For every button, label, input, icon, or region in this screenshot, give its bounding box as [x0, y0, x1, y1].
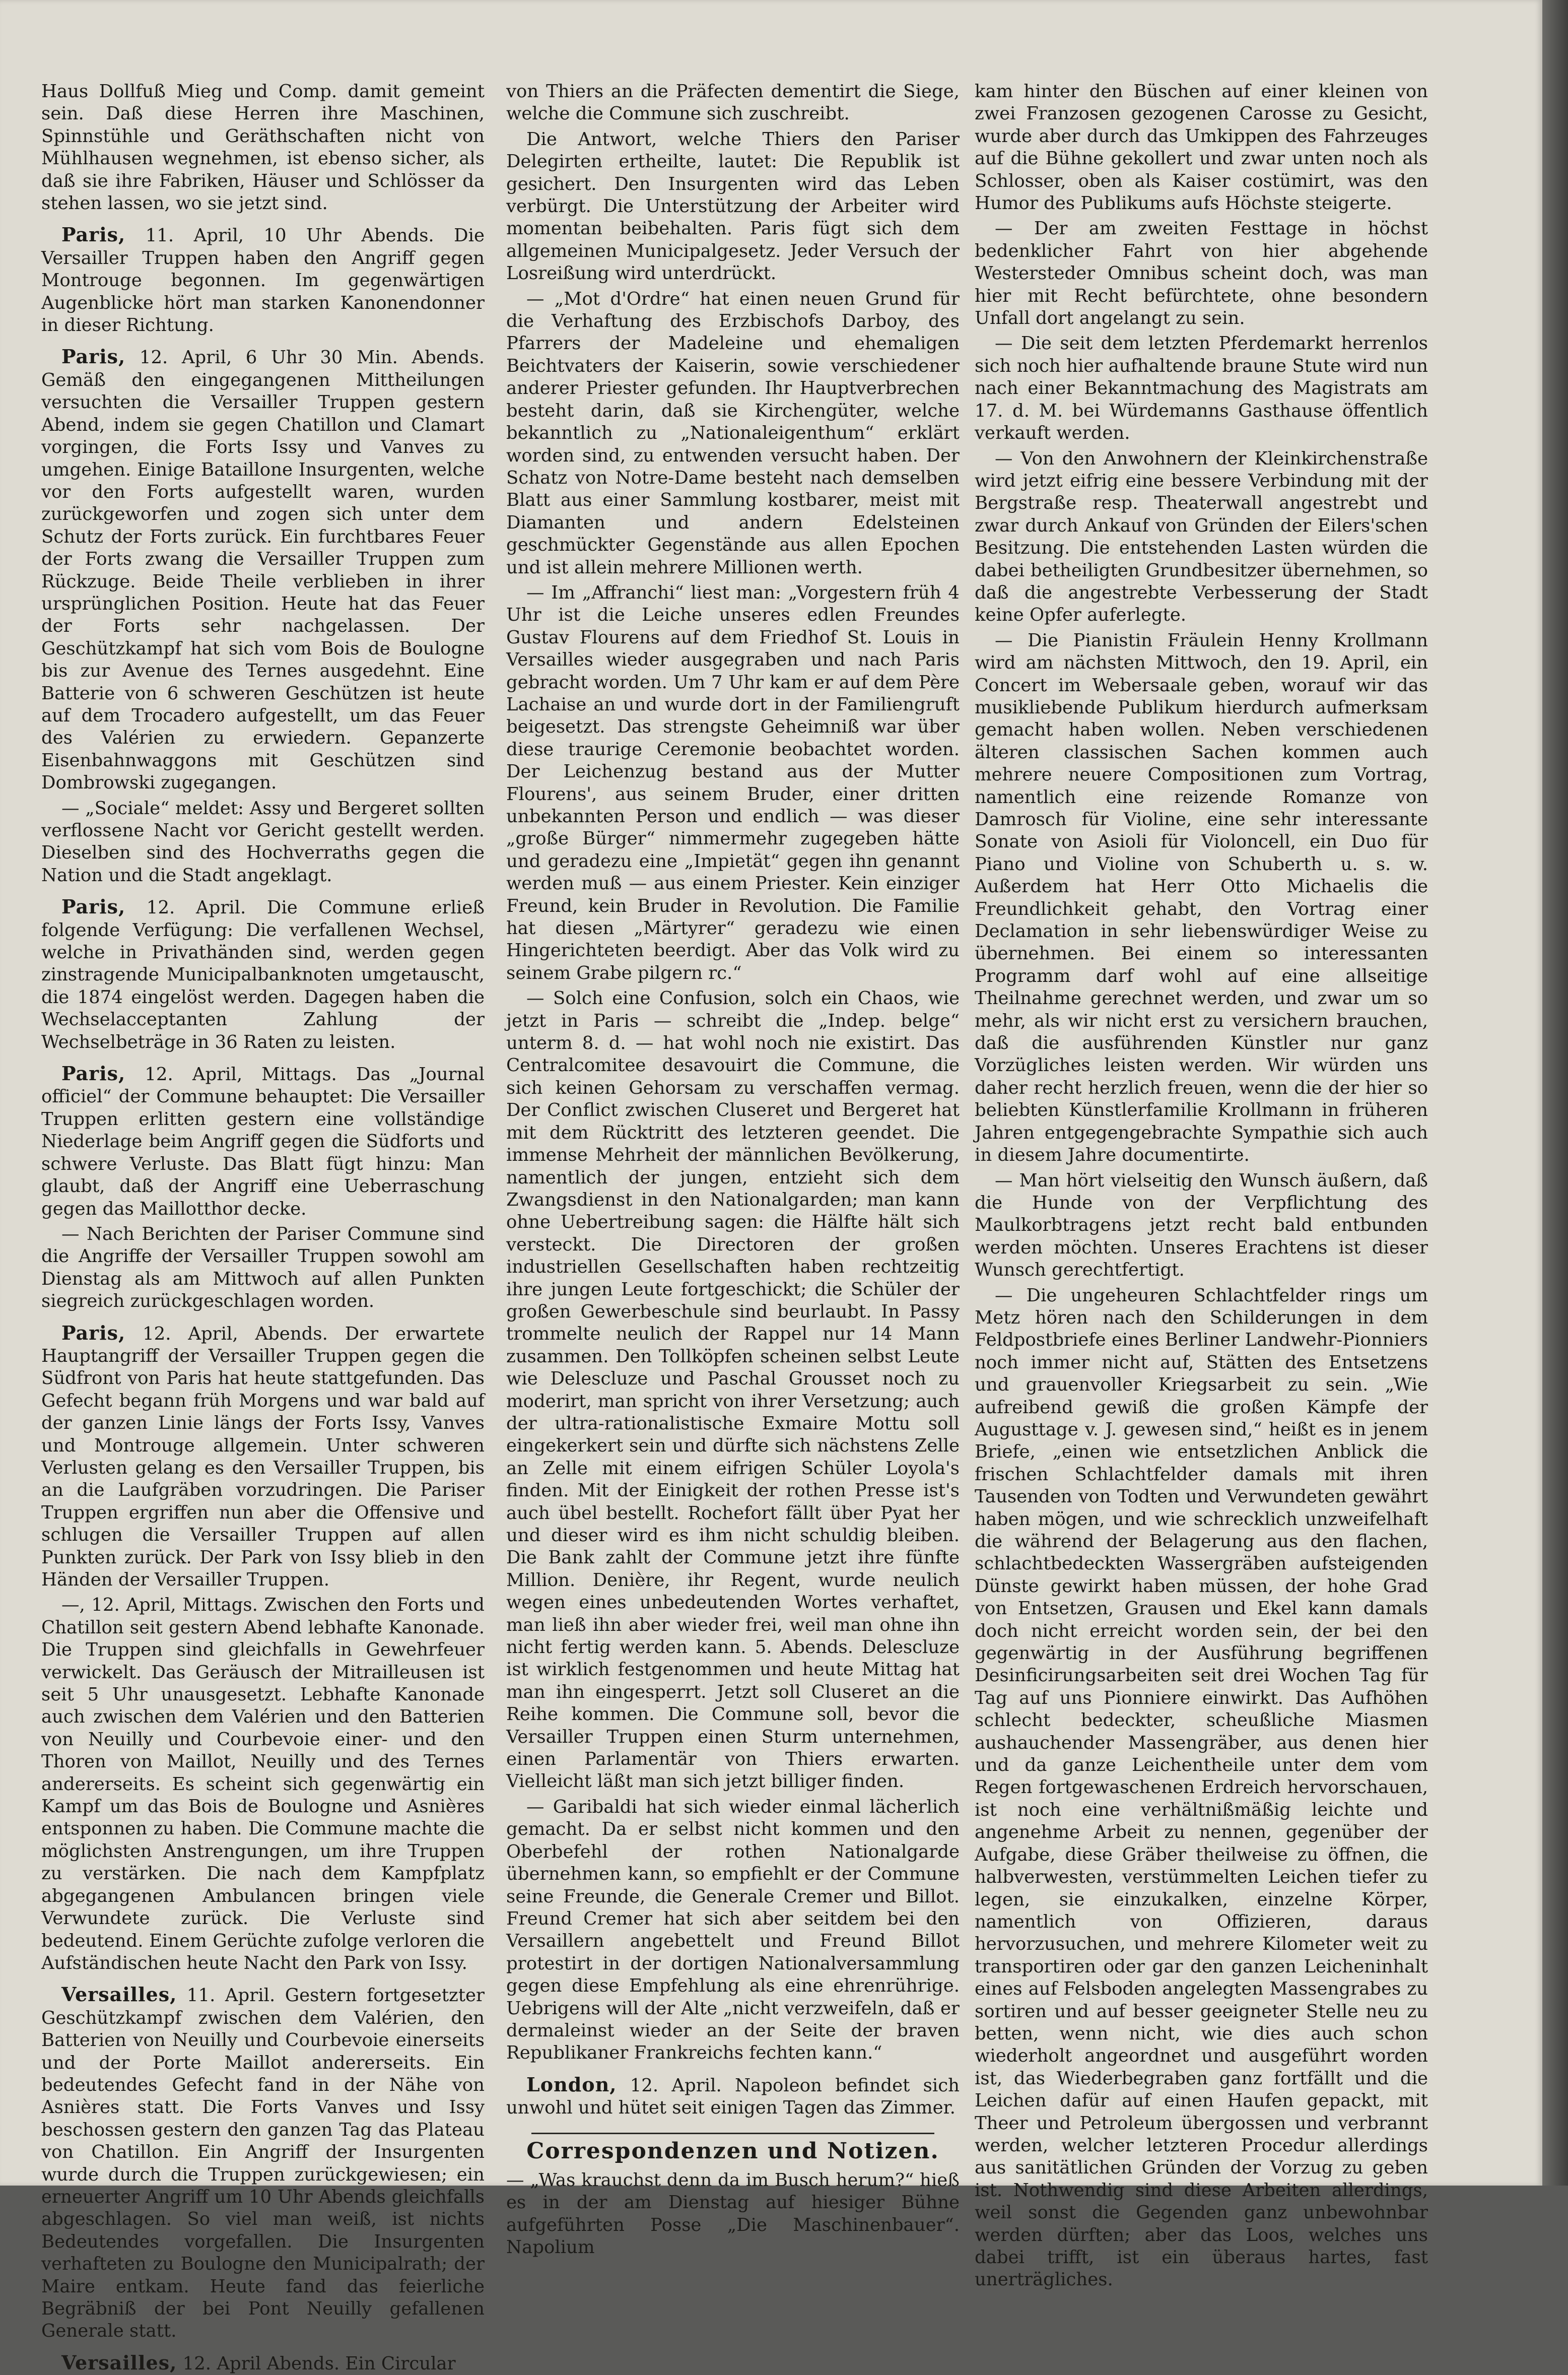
- column-middle: [506, 81, 960, 2258]
- news-item: [41, 224, 485, 337]
- news-item: [506, 2074, 960, 2120]
- paragraph-text: 12. April Abends. Ein Circular: [177, 2353, 456, 2374]
- dateline: Paris,: [61, 223, 126, 246]
- paragraph: [975, 81, 1428, 215]
- paragraph-text: 11. April, 10 Uhr Abends. Die Versailler Truppen haben den Angriff gegen Montrouge begonnen. Im gegenwärtigen Augenblicke hört man starken Kanonendonner in dieser Richtung.: [41, 225, 485, 336]
- paragraph: [41, 798, 485, 887]
- news-item: [41, 1322, 485, 1592]
- paragraph: [975, 333, 1428, 444]
- paragraph-text: — Der am zweiten Festtage in höchst bedenklicher Fahrt von hier abgehende Westersteder Omnibus scheint doch, was man hier mit Recht befürchtete, ohne besondern Unfall dort angelangt zu sein.: [975, 218, 1428, 329]
- paragraph: [506, 288, 960, 579]
- paragraph-text: — Im „Affranchi“ liest man: „Vorgestern früh 4 Uhr ist die Leiche unseres edlen Freundes Gustav Flourens auf dem Friedhof St. Louis in Versailles wieder ausgegraben und nach Paris gebracht worden. Um 7 Uhr kam er auf dem Père Lachaise an und wurde dort in der Familiengruft beigesetzt. Das strengste Geheimniß war über diese traurige Ceremonie beobachtet worden. Der Leichenzug bestand aus der Mutter Flourens', aus seinem Bruder, einer dritten unbekannten Person und endlich — was dieser „große Bürger“ nimmermehr zugegeben hätte und geradezu eine „Impietät“ gegen ihn genannt werden muß — aus einem Priester. Kein einziger Freund, kein Bruder in Revolution. Die Familie hat diesen „Märtyrer“ geradezu wie einen Hingerichteten beerdigt. Aber das Volk wird zu seinem Grabe pilgern rc.“: [506, 582, 960, 983]
- paragraph-text: Haus Dollfuß Mieg und Comp. damit gemeint sein. Daß diese Herren ihre Maschinen, Spinnstühle und Geräthschaften nicht von Mühlhausen wegnehmen, ist ebenso sicher, als daß sie ihre Fabriken, Häuser und Schlösser da stehen lassen, wo sie jetzt sind.: [41, 81, 485, 214]
- paragraph-text: — „Sociale“ meldet: Assy und Bergeret sollten verflossene Nacht vor Gericht gestellt werden. Dieselben sind des Hochverraths gegen die Nation und die Stadt angeklagt.: [41, 798, 485, 886]
- paragraph-text: 12. April. Die Commune erließ folgende Verfügung: Die verfallenen Wechsel, welche in Privathänden sind, werden gegen zinstragende Municipalbanknoten umgetauscht, die 1874 eingelöst werden. Dagegen haben die Wechselacceptanten Zahlung der Wechselbeträge in 36 Raten zu leisten.: [41, 897, 485, 1052]
- paragraph: [975, 630, 1428, 1167]
- news-item: [41, 2352, 485, 2375]
- paragraph-text: 12. April. Napoleon befindet sich unwohl und hütet seit einigen Tagen das Zimmer.: [506, 2075, 960, 2119]
- paragraph-text: — „Was krauchst denn da im Busch herum?“ hieß es in der am Dienstag auf hiesiger Bühne aufgeführten Posse „Die Maschinenbauer“. Napolium: [506, 2169, 960, 2258]
- paragraph-text: Die Antwort, welche Thiers den Pariser Delegirten ertheilte, lautet: Die Republik ist gesichert. Den Insurgenten wird das Leben verbürgt. Die Unterstützung der Arbeiter wird momentan beibehalten. Paris fügt sich dem allgemeinen Municipalgesetz. Jeder Versuch der Losreißung wird unterdrückt.: [506, 128, 960, 284]
- column-right: [975, 81, 1428, 2290]
- paragraph: [975, 1285, 1428, 2291]
- dateline: Paris,: [61, 345, 126, 368]
- paragraph: [506, 81, 960, 125]
- paragraph: [41, 81, 485, 215]
- paragraph-text: 12. April, 6 Uhr 30 Min. Abends. Gemäß den eingegangenen Mittheilungen versuchten die Versailler Truppen gestern Abend, indem sie gegen Chatillon und Clamart vorgingen, die Forts Issy und Vanves zu umgehen. Einige Bataillone Insurgenten, welche vor den Forts aufgestellt waren, wurden zurückgeworfen und zogen sich unter dem Schutz der Forts zurück. Ein furchtbares Feuer der Forts zwang die Versailler Truppen zum Rückzuge. Beide Theile verblieben in ihrer ursprünglichen Position. Heute hat das Feuer der Forts sehr nachgelassen. Der Geschützkampf hat sich vom Bois de Boulogne bis zur Avenue des Ternes ausgedehnt. Eine Batterie von 6 schweren Geschützen ist heute auf dem Trocadero aufgestellt, um das Feuer des Valérien zu erwiedern. Gepanzerte Eisenbahnwaggons mit Geschützen sind Dombrowski zugegangen.: [41, 347, 485, 794]
- dateline: Paris,: [61, 895, 126, 918]
- news-item: [41, 1984, 485, 2343]
- paragraph: [975, 448, 1428, 627]
- section-rule: [531, 2133, 934, 2134]
- paragraph-text: — Die ungeheuren Schlachtfelder rings um Metz hören nach den Schilderungen in dem Feldpostbriefe eines Berliner Landwehr-Pionniers noch immer nicht auf, Stätten des Entsetzens und grauenvoller Kriegsarbeit zu sein. „Wie aufreibend gewiß die großen Kämpfe der Augusttage v. J. gewesen sind,“ heißt es in jenem Briefe, „einen wie entsetzlichen Anblick die frischen Schlachtfelder damals mit ihren Tausenden von Todten und Verwundeten gewährt haben mögen, und wie schrecklich unzweifelhaft die während der Belagerung aus den flachen, schlachtbedeckten Wassergräben aufsteigenden Dünste gewirkt haben müssen, der hohe Grad von Entsetzen, Grausen und Ekel kann damals doch nicht erreicht worden sein, der bei den gegenwärtig in der Ausführung begriffenen Desinficirungsarbeiten seit drei Wochen Tag für Tag auf uns Pionniere einwirkt. Das Aufhöhen schlecht bedeckter, scheußliche Miasmen aushauchender Massengräber, aus denen hier und da ganze Leichentheile unter dem vom Regen fortgewaschenen Erdreich hervorschauen, ist noch eine verhältnißmäßig leichte und angenehme Arbeit zu nennen, gegenüber der Aufgabe, diese Gräber theilweise zu öffnen, die halbverwesten, verstümmelten Leichen tiefer zu legen, sie einzukalken, einzelne Körper, namentlich von Offizieren, daraus hervorzusuchen, und mehrere Kilometer weit zu transportiren oder gar den ganzen Leicheninhalt eines auf Felsboden angelegten Massengrabes zu sortiren und auf besser geeigneter Stelle neu zu betten, wenn nicht, wie dies auch schon wiederholt angeordnet und ausgeführt worden ist, das Wiederbegraben ganz fortfällt und die Leichen dafür auf einen Haufen gepackt, mit Theer und Petroleum übergossen und verbrannt werden, welcher letzteren Procedur allerdings aus sanitätlichen Gründen der Vorzug zu geben ist. Nothwendig sind diese Arbeiten allerdings, weil sonst die Gegenden ganz unbewohnbar werden dürften; aber das Loos, welches uns dabei trifft, ist ein überaus hartes, fast unerträgliches.: [975, 1285, 1428, 2290]
- paragraph-text: — „Mot d'Ordre“ hat einen neuen Grund für die Verhaftung des Erzbischofs Darboy, des Pfarrers der Madeleine und ehemaligen Beichtvaters der Kaiserin, sowie verschiedener anderer Priester gefunden. Ihr Hauptverbrechen besteht darin, daß sie Kirchengüter, welche bekanntlich zu „Nationaleigenthum“ erklärt worden sind, zu entwenden versucht haben. Der Schatz von Notre-Dame besteht nach demselben Blatt aus einer Sammlung kostbarer, meist mit Diamanten und andern Edelsteinen geschmückter Gegenstände aus allen Epochen und ist allein mehrere Millionen werth.: [506, 288, 960, 578]
- paragraph-text: — Nach Berichten der Pariser Commune sind die Angriffe der Versailler Truppen sowohl am Dienstag als am Mittwoch auf allen Punkten siegreich zurückgeschlagen worden.: [41, 1223, 485, 1312]
- page-edge-shadow: [1542, 0, 1568, 2186]
- dateline: Versailles,: [61, 1983, 177, 2006]
- column-middle-notes: [506, 2169, 960, 2259]
- paragraph: [506, 582, 960, 984]
- paragraph: [506, 128, 960, 285]
- dateline: Paris,: [61, 1062, 126, 1085]
- column-middle-news: [506, 81, 960, 2120]
- paragraph-text: — Von den Anwohnern der Kleinkirchenstraße wird jetzt eifrig eine bessere Verbindung mit der Bergstraße resp. Theaterwall angestrebt und zwar durch Ankauf von Gründen der Eilers'schen Besitzung. Die entstehenden Lasten würden die dabei betheiligten Grundbesitzer übernehmen, so daß die angestrebte Verbesserung der Stadt keine Opfer auferlegte.: [975, 448, 1428, 626]
- paragraph: [41, 1223, 485, 1313]
- paragraph-text: 12. April, Mittags. Das „Journal officiel“ der Commune behauptet: Die Versailler Truppen erlitten gestern eine vollständige Niederlage beim Angriff gegen die Südforts und schwere Verluste. Das Blatt fügt hinzu: Man glaubt, daß der Angriff eine Ueberraschung gegen das Maillotthor decke.: [41, 1064, 485, 1219]
- paragraph-text: — Man hört vielseitig den Wunsch äußern, daß die Hunde von der Verpflichtung des Maulkorbtragens jetzt recht bald entbunden werden möchten. Unseres Erachtens ist dieser Wunsch gerechtfertigt.: [975, 1170, 1428, 1281]
- dateline: London,: [526, 2073, 617, 2096]
- paragraph-text: — Die seit dem letzten Pferdemarkt herrenlos sich noch hier aufhaltende braune Stute wird nun nach einer Bekanntmachung des Magistrats am 17. d. M. bei Würdemanns Gasthause öffentlich verkauft werden.: [975, 333, 1428, 444]
- section-heading: Correspondenzen und Notizen.: [526, 2138, 939, 2164]
- news-item: [41, 896, 485, 1053]
- paragraph-text: 12. April, Abends. Der erwartete Hauptangriff der Versailler Truppen gegen die Südfront von Paris hat heute stattgefunden. Das Gefecht begann früh Morgens und war bald auf der ganzen Linie längs der Forts Issy, Vanves und Montrouge allgemein. Unter schweren Verlusten gelang es den Versailler Truppen, bis an die Laufgräben vorzudringen. Die Pariser Truppen ergriffen nun aber die Offensive und schlugen die Versailler Truppen auf allen Punkten zurück. Der Park von Issy blieb in den Händen der Versailler Truppen.: [41, 1323, 485, 1590]
- news-item: [41, 346, 485, 794]
- paragraph-text: kam hinter den Büschen auf einer kleinen von zwei Franzosen gezogenen Carosse zu Gesicht, wurde aber durch das Umkippen des Fahrzeuges auf die Bühne gekollert und zwar unten noch als Schlosser, oben als Kaiser costümirt, was den Humor des Publikums aufs Höchste steigerte.: [975, 81, 1428, 214]
- paragraph: [506, 1796, 960, 2065]
- dateline: Paris,: [61, 1321, 126, 1344]
- paragraph: [506, 2169, 960, 2259]
- column-left: [41, 81, 485, 2374]
- paragraph-text: 11. April. Gestern fortgesetzter Geschützkampf zwischen dem Valérien, den Batterien von Neuilly und Courbevoie einerseits und der Porte Maillot andererseits. Ein bedeutendes Gefecht fand in der Nähe von Asnières statt. Die Forts Vanves und Issy beschossen gestern den ganzen Tag das Plateau von Chatillon. Ein Angriff der Insurgenten wurde durch die Truppen zurückgewiesen; ein erneuerter Angriff um 10 Uhr Abends gleichfalls abgeschlagen. So viel man weiß, ist nichts Bedeutendes vorgefallen. Die Insurgenten verhafteten zu Boulogne den Municipalrath; der Maire entkam. Heute fand das feierliche Begräbniß der bei Pont Neuilly gefallenen Generale statt.: [41, 1985, 485, 2342]
- paragraph-text: — Garibaldi hat sich wieder einmal lächerlich gemacht. Da er selbst nicht kommen und den Oberbefehl der rothen Nationalgarde übernehmen kann, so empfiehlt er der Commune seine Freunde, die Generale Cremer und Billot. Freund Cremer hat sich aber seitdem bei den Versaillern angebettelt und Freund Billot protestirt in der dortigen Nationalversammlung gegen diese Empfehlung als eine ehrenrührige. Uebrigens will der Alte „nicht verzweifeln, daß er dermaleinst wieder an der Seite der braven Republikaner Frankreichs fechten kann.“: [506, 1796, 960, 2064]
- news-item: [41, 1063, 485, 1220]
- paragraph: [975, 218, 1428, 329]
- dateline: Versailles,: [61, 2351, 177, 2374]
- paragraph-text: von Thiers an die Präfecten dementirt die Siege, welche die Commune sich zuschreibt.: [506, 81, 960, 124]
- paragraph: [975, 1170, 1428, 1282]
- paragraph-text: —, 12. April, Mittags. Zwischen den Forts und Chatillon seit gestern Abend lebhafte Kanonade. Die Truppen sind gleichfalls in Gewehrfeuer verwickelt. Das Geräusch der Mitrailleusen ist seit 5 Uhr unausgesetzt. Lebhafte Kanonade auch zwischen dem Valérien und den Batterien von Neuilly und Courbevoie einer- und den Thoren von Maillot, Neuilly und des Ternes andererseits. Es scheint sich gegenwärtig ein Kampf um das Bois de Boulogne und Asnières entsponnen zu haben. Die Commune machte die möglichsten Anstrengungen, um ihre Truppen zu verstärken. Die nach dem Kampfplatz abgegangenen Ambulancen bringen viele Verwundete zurück. Die Verluste sind bedeutend. Einem Gerüchte zufolge verloren die Aufständischen heute Nacht den Park von Issy.: [41, 1595, 485, 1973]
- paragraph: [506, 987, 960, 1793]
- paragraph: [41, 1594, 485, 1974]
- paragraph-text: — Die Pianistin Fräulein Henny Krollmann wird am nächsten Mittwoch, den 19. April, ein Concert im Webersaale geben, worauf wir das musikliebende Publikum hierdurch aufmerksam gemacht haben wollen. Neben verschiedenen älteren classischen Sachen kommen auch mehrere neuere Compositionen zum Vortrag, namentlich eine reizende Romanze von Damrosch für Violine, eine sehr interessante Sonate von Asioli für Violoncell, ein Duo für Piano und Violine von Schuberth u. s. w. Außerdem hat Herr Otto Michaelis die Freundlichkeit gehabt, den Vortrag einer Declamation in sehr liebenswürdiger Weise zu übernehmen. Bei einem so interessanten Programm darf wohl auf eine allseitige Theilnahme gerechnet werden, und zwar um so mehr, als wir nicht erst zu versichern brauchen, daß die ausführenden Künstler nur ganz Vorzügliches leisten werden. Wir würden uns daher recht herzlich freuen, wenn die der hier so beliebten Künstlerfamilie Krollmann in früheren Jahren entgegengebrachte Sympathie sich auch in diesem Jahre documentirte.: [975, 630, 1428, 1166]
- paragraph-text: — Solch eine Confusion, solch ein Chaos, wie jetzt in Paris — schreibt die „Indep. belge“ unterm 8. d. — hat wohl noch nie existirt. Das Centralcomitee desavouirt die Commune, die sich keinen Gehorsam zu verschaffen vermag. Der Conflict zwischen Cluseret und Bergeret hat mit dem Rücktritt des letzteren geendet. Die immense Mehrheit der männlichen Bevölkerung, namentlich der jungen, entzieht sich dem Zwangsdienst in den Nationalgarden; man kann ohne Uebertreibung sagen: die Hälfte hält sich versteckt. Die Directoren der großen industriellen Gesellschaften haben rechtzeitig ihre jungen Leute fortgeschickt; die Schüler der großen Gewerbeschule sind beurlaubt. In Passy trommelte neulich der Rappel nur 14 Mann zusammen. Den Tollköpfen scheinen selbst Leute wie Delescluze und Paschal Grousset noch zu moderirt, man spricht von ihrer Versetzung; auch der ultra-rationalistische Exmaire Mottu soll eingekerkert sein und dürfte sich nächstens Zelle an Zelle mit einem eifrigen Schüler Loyola's finden. Mit der Einigkeit der rothen Presse ist's auch übel bestellt. Rochefort fällt über Pyat her und dieser wird es ihm nicht schuldig bleiben. Die Bank zahlt der Commune jetzt ihre fünfte Million. Denière, ihr Regent, wurde neulich wegen eines unbedeutenden Wortes verhaftet, man ließ ihn aber wieder frei, weil man ohne ihn nicht fertig werden kann. 5. Abends. Delescluze ist wirklich festgenommen und heute Mittag hat man ihn eingesperrt. Jetzt soll Cluseret an die Reihe kommen. Die Commune soll, bevor die Versailler Truppen einen Sturm unternehmen, einen Parlamentär von Thiers erwarten. Vielleicht läßt man sich jetzt billiger finden.: [506, 988, 960, 1792]
